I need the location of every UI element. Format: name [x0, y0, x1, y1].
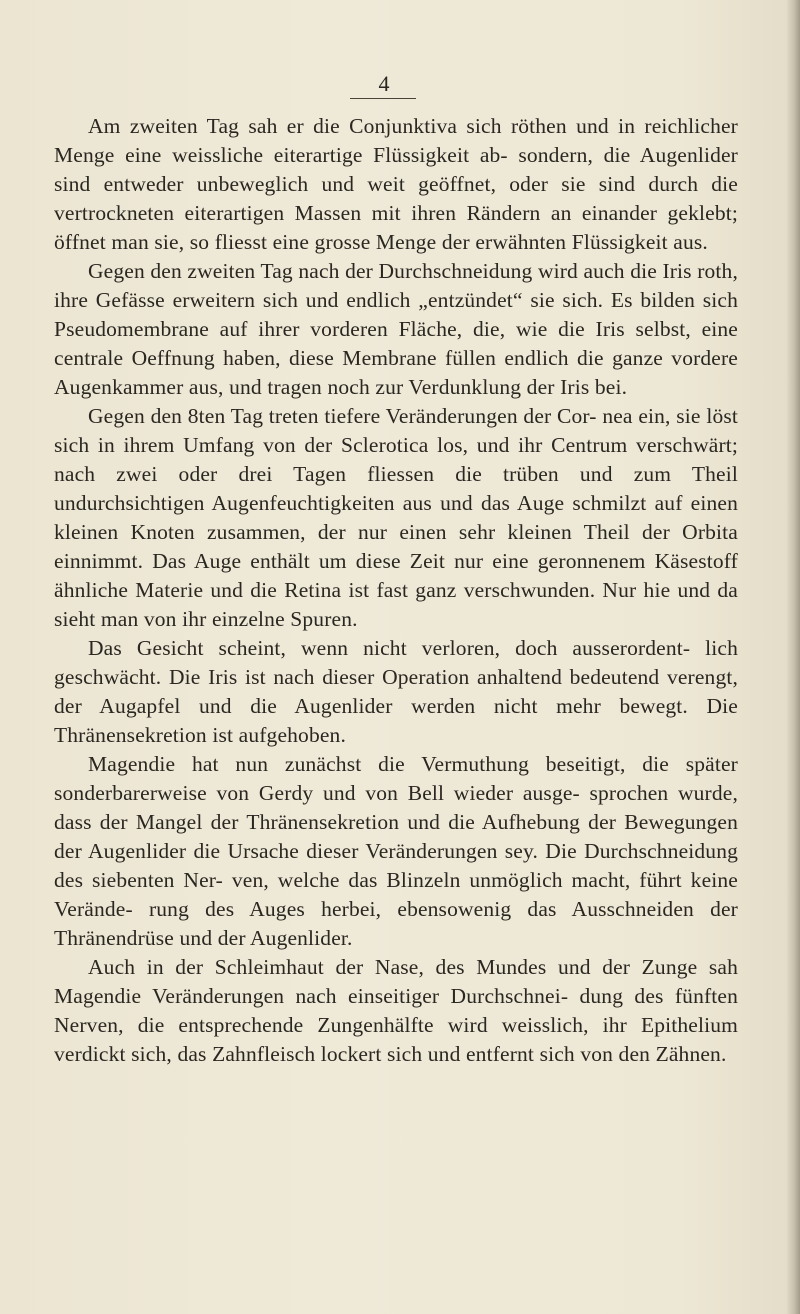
paragraph: Am zweiten Tag sah er die Conjunktiva sich röthen und in reichlicher Menge eine weissliche eiterartige Flüssigkeit ab- sondern, die Augenlider sind entweder unbeweglich und weit geöffnet, oder sie sind durch die vertrockneten eiterartigen Massen mit ihren Rändern an einander geklebt; öffnet man sie, so fliesst eine grosse Menge der erwähnten Flüssigkeit aus.: [54, 114, 738, 254]
paragraph: Das Gesicht scheint, wenn nicht verloren, doch ausserordent- lich geschwächt. Die Iris ist nach dieser Operation anhaltend bedeutend verengt, der Augapfel und die Augenlider werden nicht mehr bewegt. Die Thränensekretion ist aufgehoben.: [54, 636, 738, 747]
paragraph: Gegen den zweiten Tag nach der Durchschneidung wird auch die Iris roth, ihre Gefässe erweitern sich und endlich „entzündet“ sie sich. Es bilden sich Pseudomembrane auf ihrer vorderen Fläche, die, wie die Iris selbst, eine centrale Oeffnung haben, diese Membrane füllen endlich die ganze vordere Augenkammer aus, und tragen noch zur Verdunklung der Iris bei.: [54, 259, 738, 399]
page-edge-shadow: [786, 0, 800, 1314]
paragraph: Auch in der Schleimhaut der Nase, des Mundes und der Zunge sah Magendie Veränderungen nach einseitiger Durchschnei- dung des fünften Nerven, die entsprechende Zungenhälfte wird weisslich, ihr Epithelium verdickt sich, das Zahnfleisch lockert sich und entfernt sich von den Zähnen.: [54, 955, 738, 1066]
page-number: 4: [378, 71, 390, 96]
paragraph: Magendie hat nun zunächst die Vermuthung beseitigt, die später sonderbarerweise von Gerdy und von Bell wieder ausge- sprochen wurde, dass der Mangel der Thränensekretion und die Aufhebung der Bewegungen der Augenlider die Ursache dieser Veränderungen sey. Die Durchschneidung des siebenten Ner- ven, welche das Blinzeln unmöglich macht, führt keine Verände- rung des Auges herbei, ebensowenig das Ausschneiden der Thränendrüse und der Augenlider.: [54, 752, 738, 950]
page-number-rule: [350, 98, 416, 99]
body-text: [54, 112, 738, 1069]
paragraph: Gegen den 8ten Tag treten tiefere Veränderungen der Cor- nea ein, sie löst sich in ihrem Umfang von der Sclerotica los, und ihr Centrum verschwärt; nach zwei oder drei Tagen fliessen die trüben und zum Theil undurchsichtigen Augenfeuchtigkeiten aus und das Auge schmilzt auf einen kleinen Knoten zusammen, der nur einen sehr kleinen Theil der Orbita einnimmt. Das Auge enthält um diese Zeit nur eine geronnenem Käsestoff ähnliche Materie und die Retina ist fast ganz verschwunden. Nur hie und da sieht man von ihr einzelne Spuren.: [54, 404, 738, 631]
